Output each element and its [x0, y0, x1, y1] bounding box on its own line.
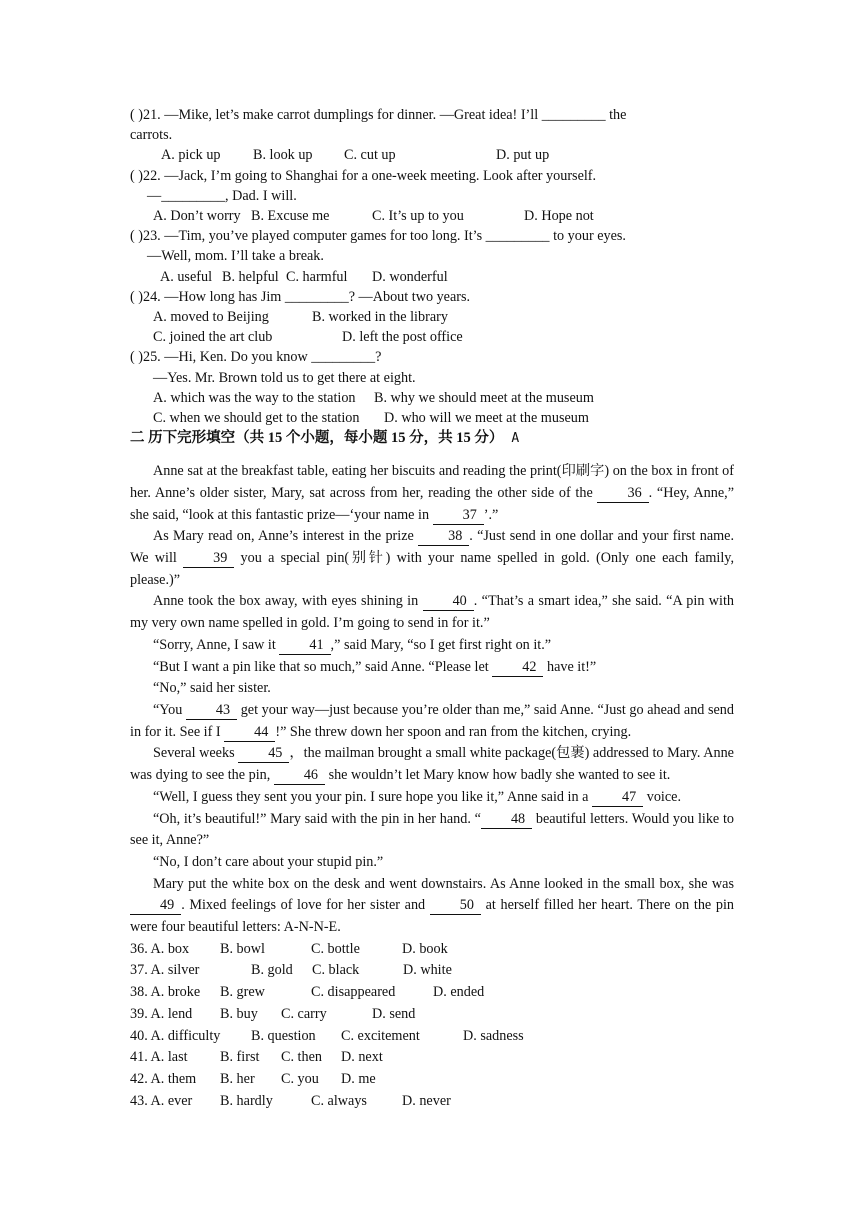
question-stem: ( )25. —Hi, Ken. Do you know _________? — [130, 349, 382, 366]
document-page — [130, 105, 734, 1112]
question-options — [130, 267, 734, 287]
paragraph: “No, I don’t care about your stupid pin.” — [153, 853, 384, 870]
option-row-40: 40. A. difficulty B. question C. excitement D. sadness — [130, 1027, 524, 1044]
question-options — [130, 145, 734, 165]
paragraph: Mary put the white box on the desk and went downstairs. As Anne looked in the small box, she was 49 . Mixed feelings of love for her sister and 50 at herself filled her heart. There on the pin were four beautiful letters: A-N-N-E. — [130, 875, 734, 936]
blank-43: 43 — [186, 702, 237, 720]
blank-41: 41 — [279, 637, 330, 655]
option-c: C. when we should get to the station — [153, 410, 360, 427]
blank-45: 45 — [238, 745, 289, 763]
question-stem: ( )23. —Tim, you’ve played computer games for too long. It’s _________ to your eyes. — [130, 228, 626, 245]
question-options — [130, 307, 734, 327]
option-row-43: 43. A. ever B. hardly C. always D. never — [130, 1092, 451, 1109]
option-row-42: 42. A. them B. her C. you D. me — [130, 1070, 376, 1087]
option-a: A. useful — [160, 268, 213, 285]
paragraph: Anne sat at the breakfast table, eating her biscuits and reading the print(印刷字) on the box in front of her. Anne’s older sister, Mary, sat across from her, reading the other side of the 36 . “Hey, Anne,” she said, “look at this fantastic prize—‘your name in 37 ’.” — [130, 463, 734, 523]
option-a: A. which was the way to the station — [153, 389, 356, 406]
cloze-options — [130, 939, 734, 1113]
blank-48: 48 — [481, 811, 532, 829]
question-stem-cont: —Yes. Mr. Brown told us to get there at eight. — [153, 369, 416, 386]
paragraph: Several weeks 45 ，the mailman brought a small white package(包裹) addressed to Mary. Anne was dying to see the pin, 46 she wouldn’t let Mary know how badly she wanted to see it. — [130, 745, 734, 784]
blank-37: 37 — [433, 507, 484, 525]
question-21 — [130, 105, 734, 166]
option-c: C. joined the art club — [153, 329, 273, 346]
paragraph: “You 43 get your way—just because you’re older than me,” said Anne. “Just go ahead and send in for it. See if I 44 !” She threw down her spoon and ran from the kitchen, crying. — [130, 701, 734, 740]
paragraph: “No,” said her sister. — [153, 680, 271, 697]
option-row-38: 38. A. broke B. grew C. disappeared D. ended — [130, 984, 485, 1001]
question-25 — [130, 347, 734, 428]
question-23 — [130, 226, 734, 287]
question-stem: ( )22. —Jack, I’m going to Shanghai for a one-week meeting. Look after yourself. — [130, 167, 597, 184]
option-d: D. Hope not — [524, 208, 594, 225]
section-title: 二 历下完形填空（共 15 个小题，每小题 15 分，共 15 分） — [130, 430, 504, 447]
blank-36: 36 — [597, 485, 648, 503]
question-stem: ( )21. —Mike, let’s make carrot dumplings for dinner. —Great idea! I’ll _________ the — [130, 107, 627, 123]
option-row-39: 39. A. lend B. buy C. carry D. send — [130, 1005, 416, 1022]
paragraph: Anne took the box away, with eyes shining in 40 . “That’s a smart idea,” she said. “A pin with my very own name spelled in gold. I’m going to send in for it.” — [130, 593, 734, 632]
question-stem-cont: —_________, Dad. I will. — [147, 187, 297, 204]
option-b: B. worked in the library — [312, 309, 448, 326]
paragraph: As Mary read on, Anne’s interest in the prize 38 . “Just send in one dollar and your first name. We will 39 you a special pin(别针) with your name spelled in gold. (Only one each family, please.)” — [130, 528, 735, 588]
option-row-36: 36. A. box B. bowl C. bottle D. book — [130, 940, 448, 957]
blank-38: 38 — [418, 528, 469, 546]
option-b: B. look up — [253, 147, 313, 164]
question-stem-cont: carrots. — [130, 127, 173, 144]
option-c: C. harmful — [286, 268, 348, 285]
question-options — [130, 327, 734, 347]
question-options — [130, 388, 734, 408]
question-stem: ( )24. —How long has Jim _________? —About two years. — [130, 288, 471, 305]
cloze-passage — [130, 461, 734, 938]
option-b: B. Excuse me — [251, 208, 330, 225]
section-heading — [130, 428, 734, 449]
blank-47: 47 — [592, 789, 643, 807]
option-c: C. cut up — [344, 147, 396, 164]
option-row-37: 37. A. silver B. gold C. black D. white — [130, 962, 452, 979]
section-letter: A — [511, 431, 520, 447]
option-a: A. Don’t worry — [153, 208, 241, 225]
option-c: C. It’s up to you — [372, 208, 464, 225]
blank-40: 40 — [423, 593, 474, 611]
question-options — [130, 408, 734, 428]
blank-49: 49 — [130, 897, 181, 915]
option-b: B. helpful — [222, 268, 279, 285]
paragraph: “But I want a pin like that so much,” said Anne. “Please let 42 have it!” — [153, 658, 597, 675]
option-row-41: 41. A. last B. first C. then D. next — [130, 1049, 383, 1066]
blank-39: 39 — [183, 550, 234, 568]
option-d: D. left the post office — [342, 329, 463, 346]
paragraph: “Sorry, Anne, I saw it 41 ,” said Mary, “so I get first right on it.” — [153, 636, 552, 653]
option-a: A. moved to Beijing — [153, 309, 269, 326]
question-options — [130, 206, 734, 226]
option-d: D. put up — [496, 147, 550, 164]
question-24 — [130, 287, 734, 348]
question-stem-cont: —Well, mom. I’ll take a break. — [147, 248, 324, 265]
blank-42: 42 — [492, 659, 543, 677]
blank-44: 44 — [224, 724, 275, 742]
question-22 — [130, 166, 734, 227]
option-d: D. who will we meet at the museum — [384, 410, 589, 427]
option-a: A. pick up — [161, 147, 221, 164]
paragraph: “Oh, it’s beautiful!” Mary said with the pin in her hand. “ 48 beautiful letters. Would you like to see it, Anne?” — [130, 810, 734, 849]
paragraph: “Well, I guess they sent you your pin. I sure hope you like it,” Anne said in a 47 voice. — [153, 788, 681, 805]
blank-50: 50 — [430, 897, 481, 915]
option-b: B. why we should meet at the museum — [374, 389, 594, 406]
blank-46: 46 — [274, 767, 325, 785]
option-d: D. wonderful — [372, 268, 448, 285]
